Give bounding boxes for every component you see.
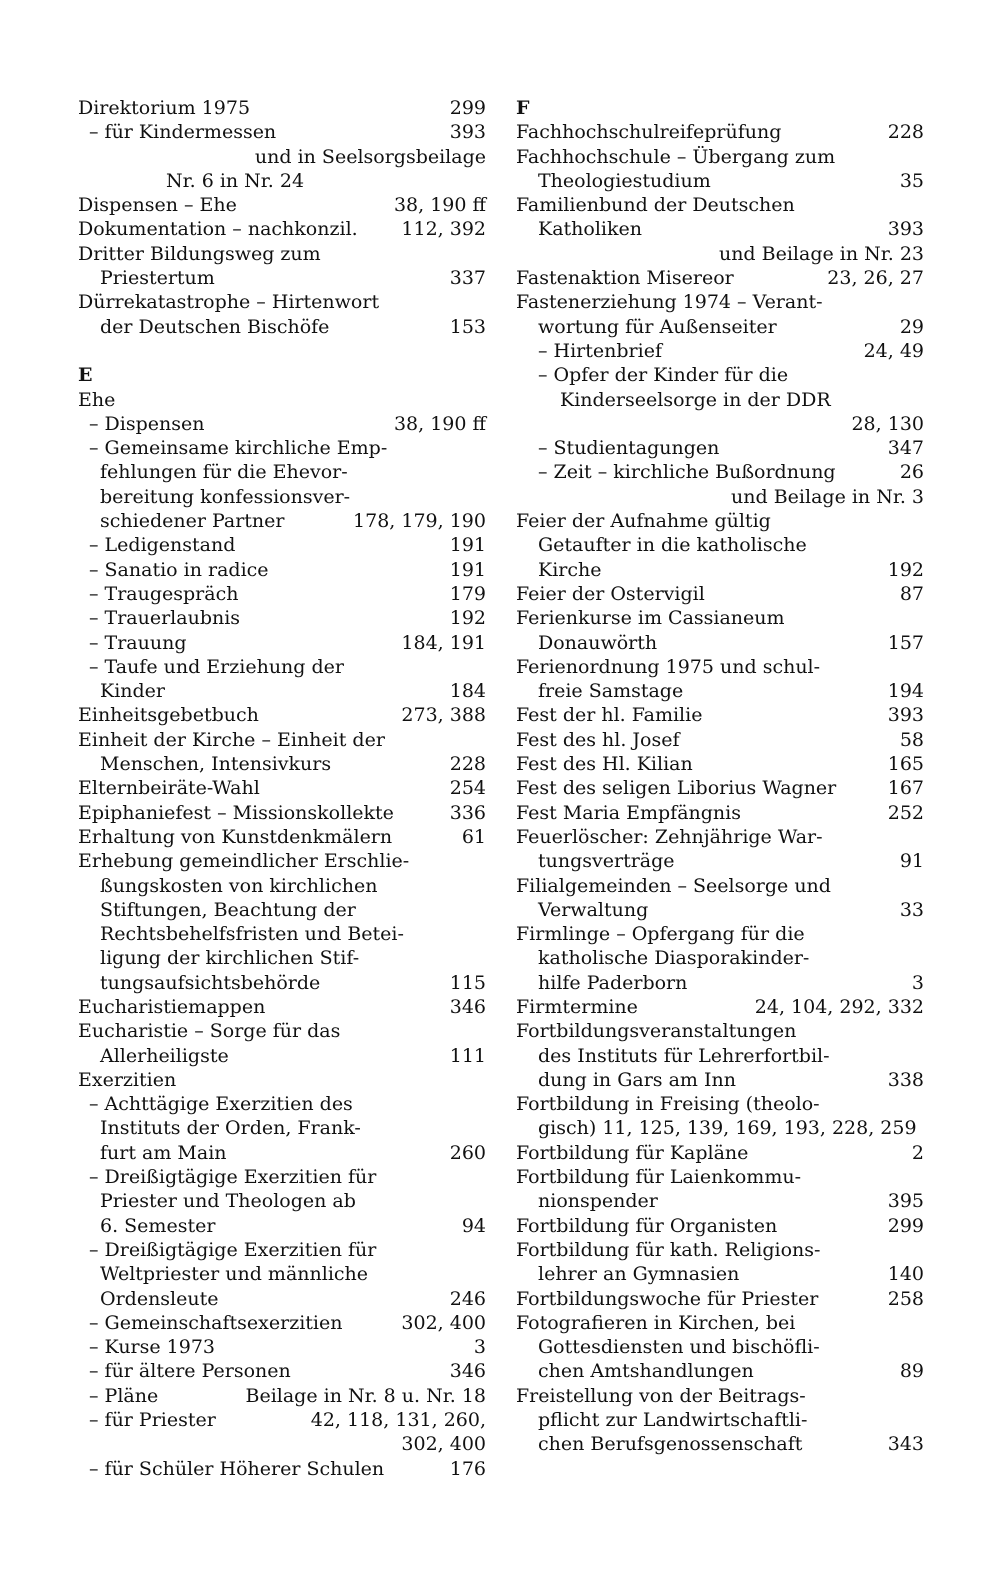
entry-page-ref: und in Seelsorgsbeilage bbox=[254, 145, 486, 168]
entry-text: Erhaltung von Kunstdenkmälern bbox=[78, 825, 393, 848]
index-entry bbox=[78, 485, 486, 509]
entry-text: Fachhochschule – Übergang zum bbox=[516, 145, 836, 168]
entry-text: – Trauung bbox=[89, 631, 187, 654]
entry-text: Katholiken bbox=[538, 218, 642, 241]
entry-text: Ferienkurse im Cassianeum bbox=[516, 607, 785, 630]
entry-page-ref: 35 bbox=[899, 169, 924, 192]
index-entry bbox=[516, 412, 924, 436]
entry-page-ref: 299 bbox=[449, 97, 486, 119]
index-entry bbox=[78, 436, 486, 460]
section-letter bbox=[516, 96, 924, 120]
entry-page-ref: und Beilage in Nr. 23 bbox=[718, 242, 924, 265]
blank-line bbox=[78, 339, 486, 363]
entry-page-ref: 228 bbox=[449, 753, 486, 776]
index-column-left bbox=[78, 96, 486, 1481]
entry-page-ref: 346 bbox=[449, 1360, 486, 1383]
entry-text: – Opfer der Kinder für die bbox=[538, 364, 789, 387]
index-entry bbox=[78, 801, 486, 825]
entry-page-ref: 302, 400 bbox=[401, 1433, 486, 1456]
index-entry bbox=[78, 922, 486, 946]
index-entry bbox=[78, 1359, 486, 1383]
entry-page-ref: 260 bbox=[449, 1141, 486, 1164]
entry-text: Allerheiligste bbox=[100, 1044, 229, 1067]
entry-page-ref: 191 bbox=[449, 534, 486, 557]
entry-text: – für Schüler Höherer Schulen bbox=[89, 1457, 385, 1480]
entry-page-ref: 192 bbox=[887, 558, 924, 581]
entry-page-ref: 336 bbox=[449, 801, 486, 824]
entry-text: Firmtermine bbox=[516, 995, 638, 1018]
index-entry bbox=[78, 582, 486, 606]
index-entry bbox=[516, 874, 924, 898]
entry-page-ref: 395 bbox=[887, 1190, 924, 1213]
entry-text: – für Kindermessen bbox=[89, 121, 277, 144]
index-entry bbox=[516, 655, 924, 679]
entry-text: – Studientagungen bbox=[538, 437, 720, 460]
index-entry bbox=[78, 193, 486, 217]
entry-page-ref: 28, 130 bbox=[851, 412, 924, 435]
entry-text: Fortbildung für Organisten bbox=[516, 1214, 778, 1237]
entry-text: Filialgemeinden – Seelsorge und bbox=[516, 874, 831, 897]
index-entry bbox=[516, 1262, 924, 1286]
index-entry bbox=[516, 388, 924, 412]
index-entry bbox=[516, 1141, 924, 1165]
index-entry bbox=[78, 509, 486, 533]
entry-page-ref: 153 bbox=[449, 315, 486, 338]
index-entry bbox=[78, 776, 486, 800]
index-entry bbox=[78, 728, 486, 752]
index-entry bbox=[516, 825, 924, 849]
entry-page-ref: 33 bbox=[899, 898, 924, 921]
entry-text: Dritter Bildungsweg zum bbox=[78, 242, 321, 265]
index-entry bbox=[78, 1384, 486, 1408]
index-entry bbox=[78, 874, 486, 898]
entry-text: – Pläne bbox=[89, 1384, 159, 1407]
index-entry bbox=[516, 290, 924, 314]
index-entry bbox=[78, 995, 486, 1019]
entry-page-ref: 273, 388 bbox=[401, 704, 486, 727]
index-entry bbox=[516, 946, 924, 970]
index-entry bbox=[516, 266, 924, 290]
index-entry bbox=[78, 971, 486, 995]
entry-text: – für ältere Personen bbox=[89, 1360, 291, 1383]
entry-text: Fotografieren in Kirchen, bei bbox=[516, 1311, 796, 1334]
entry-page-ref: 228 bbox=[887, 121, 924, 144]
entry-text: Kirche bbox=[538, 558, 602, 581]
index-entry bbox=[516, 898, 924, 922]
entry-page-ref: 2 bbox=[911, 1141, 924, 1164]
entry-text: schiedener Partner bbox=[100, 510, 285, 533]
index-entry bbox=[516, 1092, 924, 1116]
entry-text: – Taufe und Erziehung der bbox=[89, 655, 344, 678]
entry-text: bereitung konfessionsver- bbox=[100, 485, 351, 508]
index-entry bbox=[78, 460, 486, 484]
entry-text: Feuerlöscher: Zehnjährige War- bbox=[516, 825, 823, 848]
entry-page-ref: 23, 26, 27 bbox=[827, 267, 924, 290]
index-entry bbox=[78, 1141, 486, 1165]
entry-page-ref: 61 bbox=[461, 825, 486, 848]
entry-page-ref: 157 bbox=[887, 631, 924, 654]
index-entry bbox=[516, 1432, 924, 1456]
index-entry bbox=[516, 120, 924, 144]
entry-text: Kinder bbox=[100, 680, 165, 703]
entry-page-ref: Beilage in Nr. 8 u. Nr. 18 bbox=[245, 1384, 486, 1407]
index-entry bbox=[516, 1044, 924, 1068]
index-entry bbox=[78, 533, 486, 557]
entry-page-ref: 393 bbox=[887, 704, 924, 727]
entry-page-ref: 393 bbox=[887, 218, 924, 241]
entry-text: der Deutschen Bischöfe bbox=[100, 315, 330, 338]
entry-text: Fastenaktion Misereor bbox=[516, 267, 734, 290]
entry-text: – Gemeinschaftsexerzitien bbox=[89, 1311, 343, 1334]
entry-page-ref: 176 bbox=[449, 1457, 486, 1480]
entry-text: Fest des hl. Josef bbox=[516, 728, 680, 751]
entry-page-ref: 178, 179, 190 bbox=[353, 510, 486, 533]
entry-page-ref: 299 bbox=[887, 1214, 924, 1237]
entry-page-ref: 89 bbox=[899, 1360, 924, 1383]
entry-text: chen Amtshandlungen bbox=[538, 1360, 754, 1383]
index-entry bbox=[516, 728, 924, 752]
index-entry bbox=[516, 1068, 924, 1092]
entry-text: hilfe Paderborn bbox=[538, 971, 688, 994]
index-entry bbox=[516, 363, 924, 387]
index-entry bbox=[78, 1068, 486, 1092]
index-entry bbox=[78, 217, 486, 241]
entry-text: katholische Diasporakinder- bbox=[538, 947, 810, 970]
index-entry bbox=[78, 266, 486, 290]
entry-text: Fortbildung für Kapläne bbox=[516, 1141, 749, 1164]
entry-page-ref: 58 bbox=[899, 728, 924, 751]
index-entry bbox=[516, 315, 924, 339]
entry-text: Feier der Ostervigil bbox=[516, 582, 705, 605]
entry-page-ref: 254 bbox=[449, 777, 486, 800]
entry-page-ref: 343 bbox=[887, 1433, 924, 1456]
entry-text: Dürrekatastrophe – Hirtenwort bbox=[78, 291, 380, 314]
entry-text: Kinderseelsorge in der DDR bbox=[560, 388, 831, 411]
index-entry bbox=[78, 290, 486, 314]
entry-text: Verwaltung bbox=[538, 898, 649, 921]
entry-text: Fortbildung für Laienkommu- bbox=[516, 1166, 801, 1189]
entry-page-ref: 112, 392 bbox=[401, 218, 486, 241]
index-entry bbox=[516, 631, 924, 655]
entry-text: Einheitsgebetbuch bbox=[78, 704, 259, 727]
entry-page-ref: 184 bbox=[449, 680, 486, 703]
entry-page-ref: 194 bbox=[887, 680, 924, 703]
entry-text: Firmlinge – Opfergang für die bbox=[516, 923, 805, 946]
entry-text: tungsverträge bbox=[538, 850, 675, 873]
index-entry bbox=[78, 145, 486, 169]
index-entry bbox=[78, 1432, 486, 1456]
index-entry bbox=[516, 801, 924, 825]
index-entry bbox=[516, 460, 924, 484]
entry-text: Rechtsbehelfsfristen und Betei- bbox=[100, 923, 404, 946]
entry-text: Fortbildung in Freising (theolo- bbox=[516, 1093, 820, 1116]
index-entry bbox=[78, 1335, 486, 1359]
index-entry bbox=[78, 1262, 486, 1286]
entry-page-ref: 115 bbox=[449, 971, 486, 994]
index-entry bbox=[78, 1238, 486, 1262]
entry-page-ref: 393 bbox=[449, 121, 486, 144]
entry-text: Priestertum bbox=[100, 267, 215, 290]
index-entry bbox=[78, 849, 486, 873]
entry-text: – Hirtenbrief bbox=[538, 339, 662, 362]
index-entry bbox=[78, 558, 486, 582]
index-entry bbox=[516, 1165, 924, 1189]
index-entry bbox=[78, 1019, 486, 1043]
entry-text: wortung für Außenseiter bbox=[538, 315, 777, 338]
entry-text: – für Priester bbox=[89, 1409, 216, 1432]
entry-page-ref: 38, 190 ff bbox=[393, 194, 486, 217]
index-entry bbox=[516, 145, 924, 169]
entry-page-ref: 91 bbox=[899, 850, 924, 873]
entry-text: Fest der hl. Familie bbox=[516, 704, 703, 727]
entry-page-ref: 24, 104, 292, 332 bbox=[754, 995, 924, 1018]
entry-page-ref: 346 bbox=[449, 995, 486, 1018]
entry-page-ref: 337 bbox=[449, 267, 486, 290]
entry-text: – Dreißigtägige Exerzitien für bbox=[89, 1166, 377, 1189]
entry-text: – Achttägige Exerzitien des bbox=[89, 1093, 353, 1116]
entry-text: Fastenerziehung 1974 – Verant- bbox=[516, 291, 823, 314]
entry-text: Familienbund der Deutschen bbox=[516, 194, 795, 217]
index-entry bbox=[516, 242, 924, 266]
index-entry bbox=[516, 776, 924, 800]
entry-text: dung in Gars am Inn bbox=[538, 1068, 736, 1091]
index-entry bbox=[516, 436, 924, 460]
entry-text: chen Berufsgenossenschaft bbox=[538, 1433, 803, 1456]
index-entry bbox=[516, 703, 924, 727]
entry-text: Getaufter in die katholische bbox=[538, 534, 807, 557]
index-entry bbox=[516, 1238, 924, 1262]
index-entry bbox=[78, 1165, 486, 1189]
index-entry bbox=[516, 752, 924, 776]
index-entry bbox=[516, 1359, 924, 1383]
entry-page-ref: 179 bbox=[449, 582, 486, 605]
entry-page-ref: 3 bbox=[911, 971, 924, 994]
entry-text: Feier der Aufnahme gültig bbox=[516, 510, 771, 533]
entry-text: Epiphaniefest – Missionskollekte bbox=[78, 801, 394, 824]
index-entry bbox=[78, 315, 486, 339]
entry-page-ref: 24, 49 bbox=[863, 339, 924, 362]
entry-text: – Kurse 1973 bbox=[89, 1336, 216, 1359]
index-entry bbox=[78, 242, 486, 266]
entry-text: Ehe bbox=[78, 388, 116, 411]
index-entry bbox=[78, 1287, 486, 1311]
entry-text: gisch) 11, 125, 139, 169, 193, 228, 259 bbox=[538, 1117, 917, 1140]
index-entry bbox=[78, 1408, 486, 1432]
entry-text: – Ledigenstand bbox=[89, 534, 236, 557]
index-entry bbox=[78, 703, 486, 727]
entry-text: – Trauerlaubnis bbox=[89, 607, 241, 630]
section-letter bbox=[78, 363, 486, 387]
entry-text: furt am Main bbox=[100, 1141, 227, 1164]
entry-page-ref: 87 bbox=[899, 582, 924, 605]
index-entry bbox=[78, 96, 486, 120]
index-entry bbox=[516, 849, 924, 873]
index-entry bbox=[516, 193, 924, 217]
entry-text: Direktorium 1975 bbox=[78, 97, 251, 119]
entry-text: Erhebung gemeindlicher Erschlie- bbox=[78, 850, 410, 873]
index-entry bbox=[78, 946, 486, 970]
entry-page-ref: 111 bbox=[449, 1044, 486, 1067]
entry-text: Freistellung von der Beitrags- bbox=[516, 1384, 806, 1407]
index-entry bbox=[516, 169, 924, 193]
index-entry bbox=[516, 922, 924, 946]
entry-page-ref: und Beilage in Nr. 3 bbox=[731, 485, 924, 508]
entry-text: Instituts der Orden, Frank- bbox=[100, 1117, 361, 1140]
index-entry bbox=[516, 339, 924, 363]
entry-text: ligung der kirchlichen Stif- bbox=[100, 947, 360, 970]
entry-text: – Zeit – kirchliche Bußordnung bbox=[538, 461, 836, 484]
entry-text: Eucharistiemappen bbox=[78, 995, 266, 1018]
entry-page-ref: 258 bbox=[887, 1287, 924, 1310]
index-entry bbox=[78, 1457, 486, 1481]
entry-text: Fortbildungsveranstaltungen bbox=[516, 1020, 797, 1043]
entry-page-ref: 167 bbox=[887, 777, 924, 800]
index-entry bbox=[516, 1189, 924, 1213]
index-entry bbox=[78, 1189, 486, 1213]
entry-text: Fachhochschulreifeprüfung bbox=[516, 121, 782, 144]
entry-text: E bbox=[78, 364, 93, 387]
index-entry bbox=[78, 898, 486, 922]
entry-text: Fest des seligen Liborius Wagner bbox=[516, 777, 837, 800]
entry-text: ßungskosten von kirchlichen bbox=[100, 874, 378, 897]
entry-text: Nr. 6 in Nr. 24 bbox=[166, 169, 305, 192]
index-entry bbox=[516, 995, 924, 1019]
index-entry bbox=[516, 1408, 924, 1432]
entry-text: Ordensleute bbox=[100, 1287, 219, 1310]
index-entry bbox=[516, 1384, 924, 1408]
entry-text: Eucharistie – Sorge für das bbox=[78, 1020, 341, 1043]
index-entry bbox=[516, 485, 924, 509]
entry-page-ref: 338 bbox=[887, 1068, 924, 1091]
entry-text: Fest des Hl. Kilian bbox=[516, 753, 693, 776]
entry-text: Fest Maria Empfängnis bbox=[516, 801, 741, 824]
index-column-right bbox=[516, 96, 924, 1457]
entry-text: Donauwörth bbox=[538, 631, 658, 654]
index-entry bbox=[516, 582, 924, 606]
index-entry bbox=[516, 533, 924, 557]
index-entry bbox=[78, 1116, 486, 1140]
index-entry bbox=[78, 631, 486, 655]
index-entry bbox=[78, 606, 486, 630]
index-entry bbox=[78, 169, 486, 193]
entry-page-ref: 3 bbox=[473, 1336, 486, 1359]
entry-page-ref: 347 bbox=[887, 437, 924, 460]
entry-page-ref: 252 bbox=[887, 801, 924, 824]
entry-text: tungsaufsichtsbehörde bbox=[100, 971, 321, 994]
entry-page-ref: 184, 191 bbox=[401, 631, 486, 654]
entry-text: Einheit der Kirche – Einheit der bbox=[78, 728, 385, 751]
entry-text: – Sanatio in radice bbox=[89, 558, 269, 581]
entry-text: Dispensen – Ehe bbox=[78, 194, 237, 217]
index-entry bbox=[516, 217, 924, 241]
entry-page-ref: 38, 190 ff bbox=[393, 412, 486, 435]
entry-text: freie Samstage bbox=[538, 680, 684, 703]
entry-page-ref: 191 bbox=[449, 558, 486, 581]
entry-page-ref: 192 bbox=[449, 607, 486, 630]
entry-text: nionspender bbox=[538, 1190, 658, 1213]
entry-page-ref: 165 bbox=[887, 753, 924, 776]
index-entry bbox=[78, 412, 486, 436]
entry-text: Fortbildung für kath. Religions- bbox=[516, 1238, 821, 1261]
entry-page-ref: 140 bbox=[887, 1263, 924, 1286]
entry-text: des Instituts für Lehrerfortbil- bbox=[538, 1044, 830, 1067]
index-entry bbox=[516, 1214, 924, 1238]
entry-text: 6. Semester bbox=[100, 1214, 216, 1237]
index-entry bbox=[78, 752, 486, 776]
entry-text: Elternbeiräte-Wahl bbox=[78, 777, 260, 800]
entry-page-ref: 26 bbox=[899, 461, 924, 484]
index-entry bbox=[78, 388, 486, 412]
entry-page-ref: 246 bbox=[449, 1287, 486, 1310]
entry-text: fehlungen für die Ehevor- bbox=[100, 461, 348, 484]
index-entry bbox=[516, 509, 924, 533]
index-entry bbox=[78, 825, 486, 849]
index-entry bbox=[516, 606, 924, 630]
index-entry bbox=[516, 1116, 924, 1140]
entry-text: – Dispensen bbox=[89, 412, 205, 435]
entry-text: pflicht zur Landwirtschaftli- bbox=[538, 1409, 808, 1432]
entry-text: lehrer an Gymnasien bbox=[538, 1263, 740, 1286]
index-entry bbox=[516, 971, 924, 995]
entry-text: Fortbildungswoche für Priester bbox=[516, 1287, 819, 1310]
index-entry bbox=[78, 679, 486, 703]
entry-page-ref: 29 bbox=[899, 315, 924, 338]
entry-text: Priester und Theologen ab bbox=[100, 1190, 356, 1213]
index-entry bbox=[516, 558, 924, 582]
entry-text: – Gemeinsame kirchliche Emp- bbox=[89, 437, 388, 460]
entry-text: Dokumentation – nachkonzil. bbox=[78, 218, 358, 241]
entry-text: – Dreißigtägige Exerzitien für bbox=[89, 1238, 377, 1261]
entry-text: Exerzitien bbox=[78, 1068, 177, 1091]
index-entry bbox=[78, 655, 486, 679]
index-entry bbox=[516, 1019, 924, 1043]
index-entry bbox=[516, 1311, 924, 1335]
entry-page-ref: 302, 400 bbox=[401, 1311, 486, 1334]
index-entry bbox=[78, 1311, 486, 1335]
index-entry bbox=[78, 1044, 486, 1068]
index-entry bbox=[516, 1335, 924, 1359]
entry-text: Theologiestudium bbox=[538, 169, 711, 192]
entry-text: Stiftungen, Beachtung der bbox=[100, 898, 356, 921]
entry-text: Gottesdiensten und bischöfli- bbox=[538, 1336, 820, 1359]
index-entry bbox=[78, 1092, 486, 1116]
entry-text: Ferienordnung 1975 und schul- bbox=[516, 655, 821, 678]
index-entry bbox=[516, 679, 924, 703]
index-entry bbox=[78, 120, 486, 144]
entry-page-ref: 42, 118, 131, 260, bbox=[310, 1409, 486, 1432]
entry-text: Weltpriester und männliche bbox=[100, 1263, 369, 1286]
entry-page-ref: 94 bbox=[461, 1214, 486, 1237]
entry-text: F bbox=[516, 97, 530, 119]
entry-text: – Traugespräch bbox=[89, 582, 239, 605]
index-entry bbox=[516, 1287, 924, 1311]
index-entry bbox=[78, 1214, 486, 1238]
entry-text: Menschen, Intensivkurs bbox=[100, 753, 332, 776]
